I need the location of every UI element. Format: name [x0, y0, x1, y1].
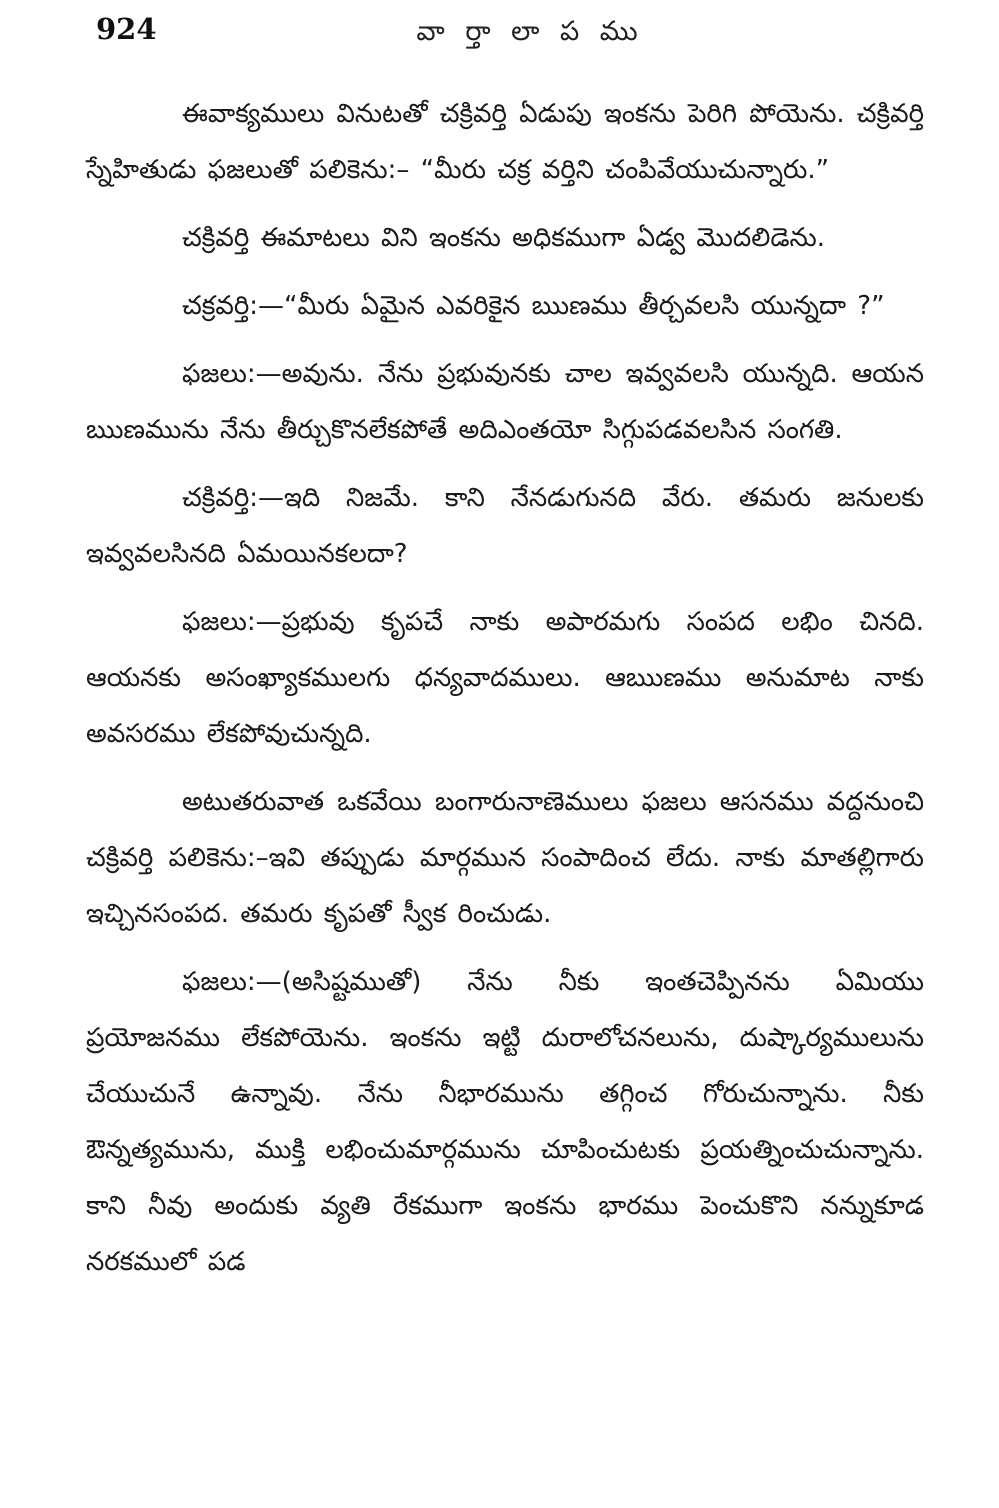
- running-title: వా ర్తా లా ప ము: [416, 16, 644, 47]
- paragraph-4: ఫజలు:—అవును. నేను ప్రభువునకు చాల ఇవ్వవలసి యున్నది. ఆయన ఋణమును నేను తీర్చుకొనలేకపోతే అదిఎంతయో సిగ్గుపడవలసిన సంగతి.: [86, 359, 924, 445]
- body-text: [86, 86, 924, 1290]
- paragraph-8: ఫజలు:—(అసిష్టముతో) నేను నీకు ఇంతచెప్పినను ఏమియు ప్రయోజనము లేకపోయెను. ఇంకను ఇట్టి దురాలోచనలును, దుష్కార్యములును చేయుచునే ఉన్నావు. నేను నీభారమును తగ్గించ గోరుచున్నాను. నీకు ఔన్నత్యమును, ముక్తి లభించుమార్గమును చూపించుటకు ప్రయత్నించుచున్నాను. కాని నీవు అందుకు వ్యతి రేకముగా ఇంకను భారము పెంచుకొని నన్నుకూడ నరకములో పడ: [86, 967, 924, 1277]
- paragraph-6: ఫజలు:—ప్రభువు కృపచే నాకు అపారమగు సంపద లభిం చినది. ఆయనకు అసంఖ్యాకములగు ధన్యవాదములు. ఆఋణము అనుమాట నాకు అవసరము లేకపోవుచున్నది.: [86, 607, 924, 749]
- paragraph-2: చక్రివర్తి ఈమాటలు విని ఇంకను అధికముగా ఏడ్వ మొదలిడెను.: [182, 223, 826, 253]
- paragraph-1: ఈవాక్యములు వినుటతో చక్రివర్తి ఏడుపు ఇంకను పెరిగి పోయెను. చక్రివర్తి స్నేహితుడు ఫజలుతో పలికెను:– “మీరు చక్ర వర్తిని చంపివేయుచున్నారు.”: [86, 99, 924, 185]
- paragraph-7: అటుతరువాత ఒకవేయి బంగారునాణెములు ఫజలు ఆసనము వద్దనుంచి చక్రివర్తి పలికెను:–ఇవి తప్పుడు మార్గమున సంపాదించ లేదు. నాకు మాతల్లిగారు ఇచ్చినసంపద. తమరు కృపతో స్వీక రించుడు.: [86, 787, 924, 929]
- page-header: [0, 8, 999, 58]
- page-number: 924: [96, 12, 157, 46]
- paragraph-3: చక్రవర్తి:—“మీరు ఏమైన ఎవరికైన ఋణము తీర్చవలసి యున్నదా ?”: [182, 291, 885, 321]
- paragraph-5: చక్రివర్తి:—ఇది నిజమే. కాని నేనడుగునది వేరు. తమరు జనులకు ఇవ్వవలసినది ఏమయినకలదా?: [86, 483, 924, 569]
